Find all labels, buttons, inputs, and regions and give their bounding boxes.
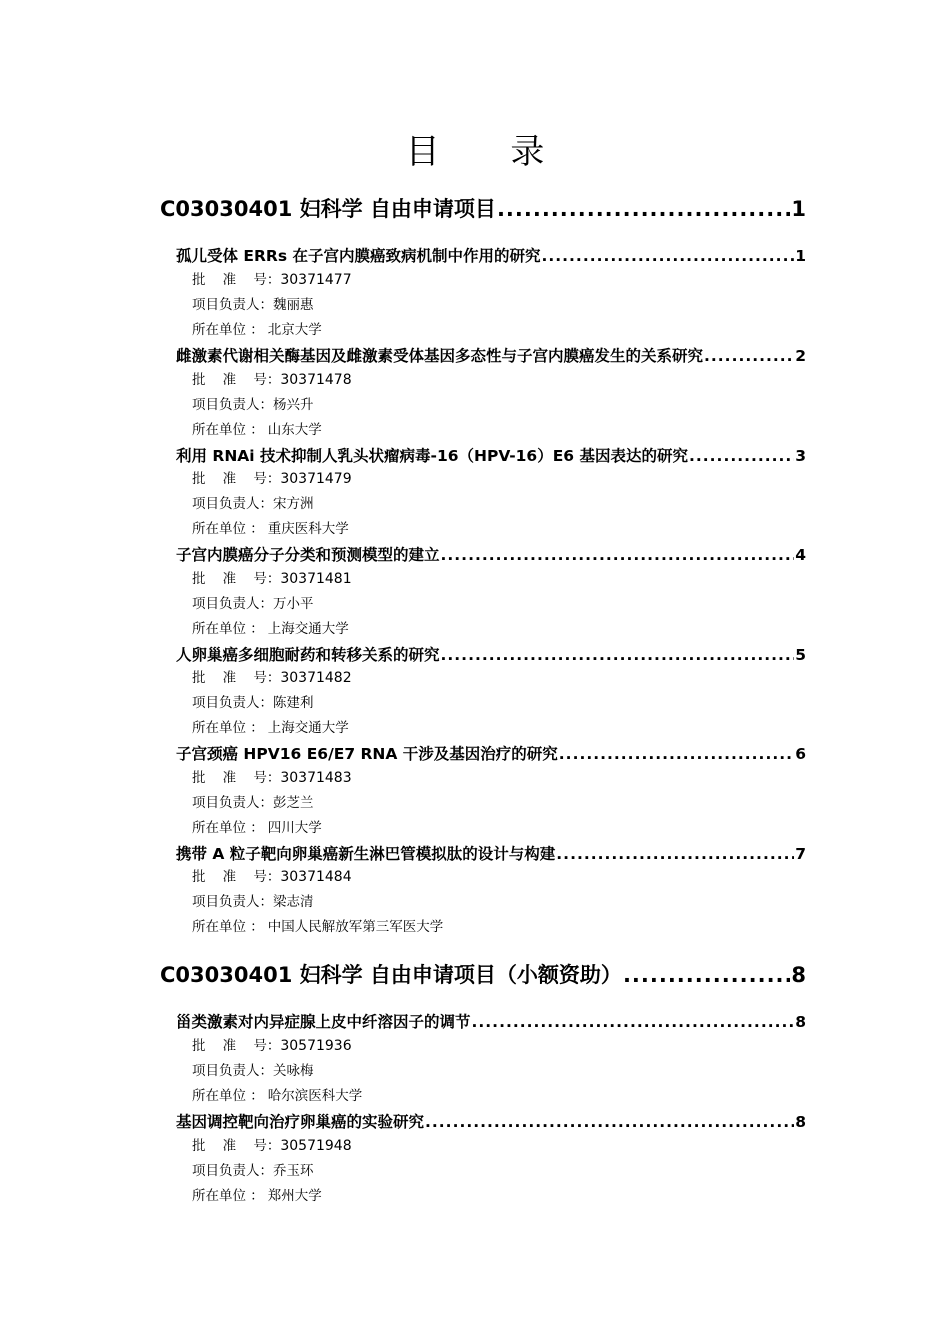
project-leader-line (192, 295, 314, 315)
dot-leader (704, 347, 794, 365)
approval-number: 30371479 (280, 471, 352, 487)
project-leader: 万小平 (273, 596, 314, 612)
approval-number: 30371478 (280, 372, 352, 388)
unit-label: 所在单位 ： (192, 422, 264, 438)
project-leader-line (192, 693, 314, 713)
toc-entry[interactable] (176, 244, 806, 266)
approval-number: 30371481 (280, 571, 352, 587)
leader-label: 项目负责人： (192, 795, 273, 811)
affiliation-line (192, 818, 322, 838)
dot-leader (559, 745, 794, 763)
approval-number-line (192, 1036, 352, 1056)
affiliation-line (192, 917, 443, 937)
affiliation-line (192, 1186, 322, 1206)
affiliation-line (192, 320, 322, 340)
project-leader: 杨兴升 (273, 397, 314, 413)
entry-page-number: 1 (795, 247, 806, 265)
dot-leader (441, 646, 795, 664)
leader-label: 项目负责人： (192, 1063, 273, 1079)
approval-number: 30371484 (280, 869, 352, 885)
affiliation: 四川大学 (267, 820, 322, 836)
affiliation: 上海交通大学 (267, 720, 349, 736)
section-title: C03030401 妇科学 自由申请项目 (160, 197, 496, 221)
unit-label: 所在单位 ： (192, 720, 264, 736)
toc-entry[interactable] (176, 444, 806, 466)
affiliation: 中国人民解放军第三军医大学 (267, 919, 444, 935)
project-leader: 宋方洲 (273, 496, 314, 512)
affiliation: 山东大学 (267, 422, 322, 438)
project-leader: 彭芝兰 (273, 795, 314, 811)
affiliation: 北京大学 (267, 322, 322, 338)
toc-section-heading[interactable] (160, 959, 806, 991)
entry-title: 孤儿受体 ERRs 在子宫内膜癌致病机制中作用的研究 (176, 247, 541, 265)
leader-label: 项目负责人： (192, 496, 273, 512)
approval-label: 批 准 号： (192, 272, 281, 288)
project-leader-line (192, 395, 314, 415)
affiliation-line (192, 519, 349, 539)
entry-page-number: 5 (795, 646, 806, 664)
dot-leader (541, 247, 794, 265)
leader-label: 项目负责人： (192, 297, 273, 313)
approval-number-line (192, 1136, 352, 1156)
dot-leader (556, 845, 794, 863)
approval-number: 30371477 (280, 272, 352, 288)
project-leader: 陈建利 (273, 695, 314, 711)
unit-label: 所在单位 ： (192, 1188, 264, 1204)
section-page-number: 8 (791, 963, 806, 987)
section-page-number: 1 (791, 197, 806, 221)
unit-label: 所在单位 ： (192, 621, 264, 637)
approval-label: 批 准 号： (192, 571, 281, 587)
entry-title: 子宫内膜癌分子分类和预测模型的建立 (176, 546, 440, 564)
approval-label: 批 准 号： (192, 1138, 281, 1154)
unit-label: 所在单位 ： (192, 820, 264, 836)
entry-title: 基因调控靶向治疗卵巢癌的实验研究 (176, 1113, 425, 1131)
toc-entry[interactable] (176, 742, 806, 764)
affiliation-line (192, 420, 322, 440)
project-leader-line (192, 793, 314, 813)
dot-leader (623, 963, 790, 987)
entry-title: 子宫颈癌 HPV16 E6/E7 RNA 干涉及基因治疗的研究 (176, 745, 558, 763)
affiliation-line (192, 619, 349, 639)
entry-title: 甾类激素对内异症腺上皮中纤溶因子的调节 (176, 1013, 471, 1031)
unit-label: 所在单位 ： (192, 919, 264, 935)
toc-entry[interactable] (176, 344, 806, 366)
affiliation: 郑州大学 (267, 1188, 322, 1204)
approval-number-line (192, 569, 352, 589)
leader-label: 项目负责人： (192, 695, 273, 711)
entry-title: 人卵巢癌多细胞耐药和转移关系的研究 (176, 646, 440, 664)
approval-number: 30571936 (280, 1038, 352, 1054)
approval-number-line (192, 370, 352, 390)
approval-number-line (192, 469, 352, 489)
affiliation: 哈尔滨医科大学 (267, 1088, 363, 1104)
entry-page-number: 4 (795, 546, 806, 564)
affiliation: 重庆医科大学 (267, 521, 349, 537)
entry-page-number: 2 (795, 347, 806, 365)
entry-page-number: 8 (795, 1013, 806, 1031)
project-leader-line (192, 892, 314, 912)
dot-leader (441, 546, 795, 564)
entry-title: 携带 A 粒子靶向卵巢癌新生淋巴管模拟肽的设计与构建 (176, 845, 556, 863)
approval-number-line (192, 867, 352, 887)
affiliation-line (192, 1086, 362, 1106)
leader-label: 项目负责人： (192, 397, 273, 413)
entry-page-number: 8 (795, 1113, 806, 1131)
project-leader: 关咏梅 (273, 1063, 314, 1079)
unit-label: 所在单位 ： (192, 322, 264, 338)
toc-entry[interactable] (176, 842, 806, 864)
entry-page-number: 3 (795, 447, 806, 465)
toc-entry[interactable] (176, 543, 806, 565)
approval-label: 批 准 号： (192, 372, 281, 388)
approval-label: 批 准 号： (192, 471, 281, 487)
approval-label: 批 准 号： (192, 869, 281, 885)
project-leader-line (192, 1161, 314, 1181)
toc-entry[interactable] (176, 1110, 806, 1132)
dot-leader (425, 1113, 794, 1131)
unit-label: 所在单位 ： (192, 1088, 264, 1104)
approval-number-line (192, 768, 352, 788)
dot-leader (689, 447, 794, 465)
leader-label: 项目负责人： (192, 1163, 273, 1179)
affiliation-line (192, 718, 349, 738)
dot-leader (497, 197, 790, 221)
approval-number: 30371482 (280, 670, 352, 686)
leader-label: 项目负责人： (192, 596, 273, 612)
entry-page-number: 7 (795, 845, 806, 863)
project-leader: 梁志清 (273, 894, 314, 910)
project-leader-line (192, 494, 314, 514)
approval-label: 批 准 号： (192, 770, 281, 786)
toc-entry[interactable] (176, 643, 806, 665)
project-leader-line (192, 594, 314, 614)
project-leader: 魏丽惠 (273, 297, 314, 313)
approval-label: 批 准 号： (192, 1038, 281, 1054)
approval-number-line (192, 270, 352, 290)
entry-title: 雌激素代谢相关酶基因及雌激素受体基因多态性与子宫内膜癌发生的关系研究 (176, 347, 704, 365)
entry-page-number: 6 (795, 745, 806, 763)
approval-number: 30571948 (280, 1138, 352, 1154)
approval-number: 30371483 (280, 770, 352, 786)
unit-label: 所在单位 ： (192, 521, 264, 537)
toc-section-heading[interactable] (160, 193, 806, 225)
affiliation: 上海交通大学 (267, 621, 349, 637)
leader-label: 项目负责人： (192, 894, 273, 910)
toc-title: 目 录 (405, 132, 575, 172)
project-leader: 乔玉环 (273, 1163, 314, 1179)
approval-label: 批 准 号： (192, 670, 281, 686)
entry-title: 利用 RNAi 技术抑制人乳头状瘤病毒-16（HPV-16）E6 基因表达的研究 (176, 447, 688, 465)
dot-leader (472, 1013, 795, 1031)
toc-entry[interactable] (176, 1010, 806, 1032)
section-title: C03030401 妇科学 自由申请项目（小额资助） (160, 963, 622, 987)
approval-number-line (192, 668, 352, 688)
project-leader-line (192, 1061, 314, 1081)
